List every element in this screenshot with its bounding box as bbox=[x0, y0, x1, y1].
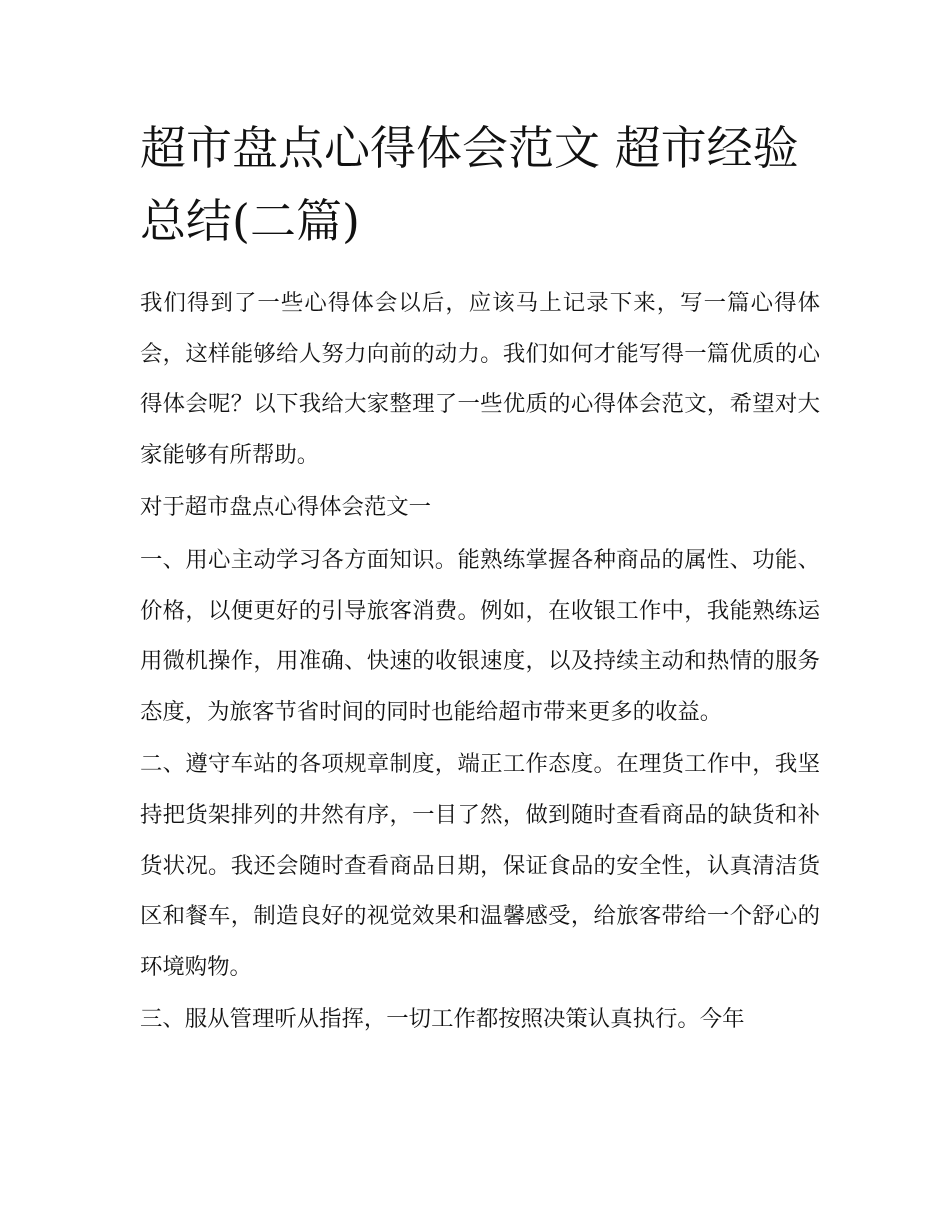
point-two-paragraph: 二、遵守车站的各项规章制度，端正工作态度。在理货工作中，我坚持把货架排列的井然有序，一目了然，做到随时查看商品的缺货和补货状况。我还会随时查看商品日期，保证食品的安全性，认真清洁货区和餐车，制造良好的视觉效果和温馨感受，给旅客带给一个舒心的环境购物。 bbox=[140, 751, 820, 980]
section-heading: 对于超市盘点心得体会范文一 bbox=[140, 494, 432, 521]
document-body bbox=[140, 278, 820, 1047]
document-title: 超市盘点心得体会范文 超市经验总结(二篇) bbox=[140, 121, 799, 248]
point-one-paragraph: 一、用心主动学习各方面知识。能熟练掌握各种商品的属性、功能、价格，以便更好的引导旅客消费。例如，在收银工作中，我能熟练运用微机操作，用准确、快速的收银速度，以及持续主动和热情的服务态度，为旅客节省时间的同时也能给超市带来更多的收益。 bbox=[140, 546, 820, 725]
point-three-paragraph: 三、服从管理听从指挥，一切工作都按照决策认真执行。今年 bbox=[140, 1006, 745, 1033]
intro-paragraph: 我们得到了一些心得体会以后，应该马上记录下来，写一篇心得体会，这样能够给人努力向前的动力。我们如何才能写得一篇优质的心得体会呢？以下我给大家整理了一些优质的心得体会范文，希望对大家能够有所帮助。 bbox=[140, 290, 820, 468]
